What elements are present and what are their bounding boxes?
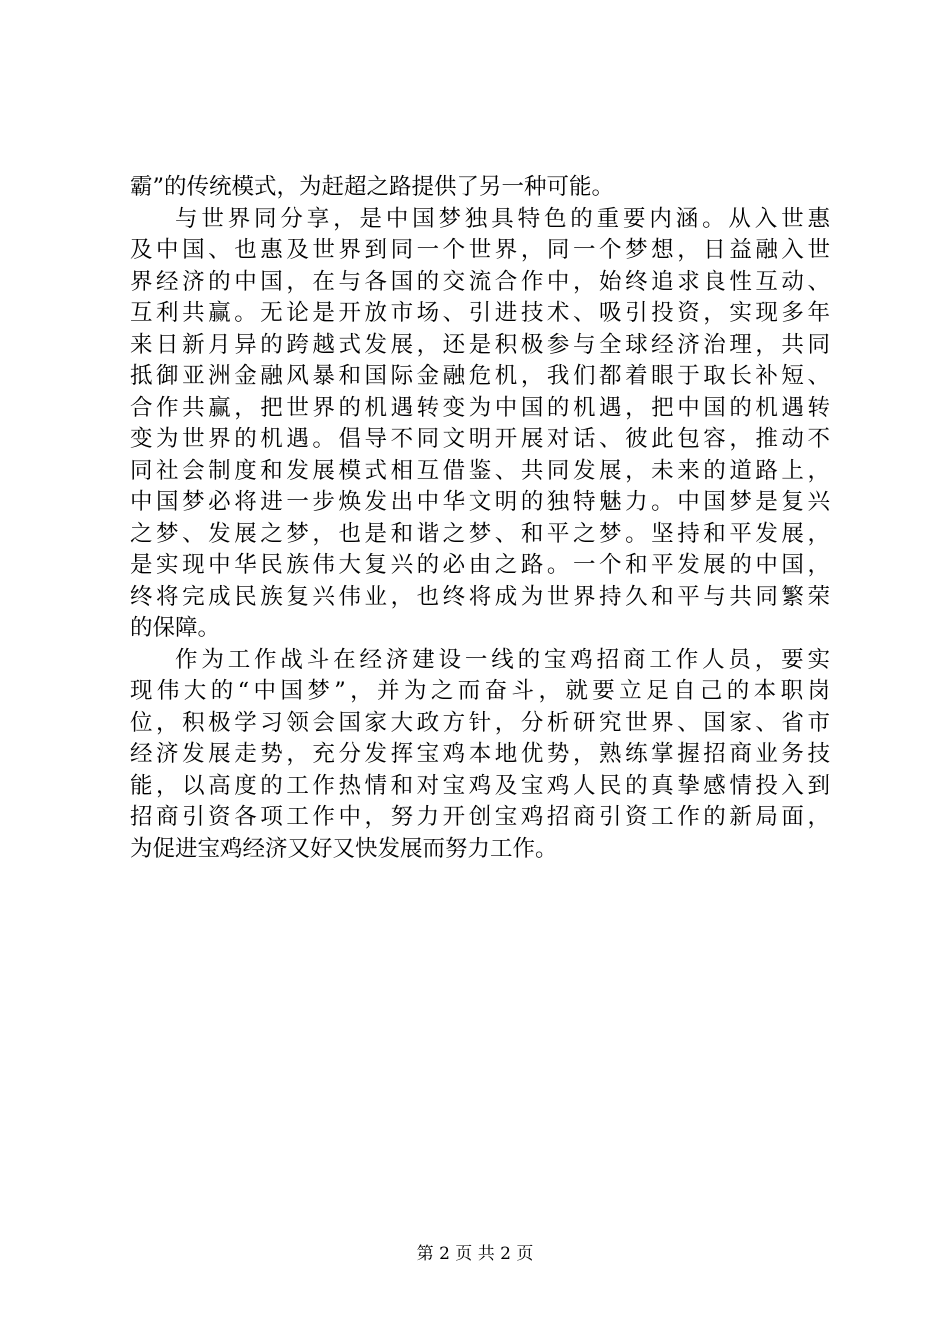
paragraph xyxy=(130,172,830,204)
paragraph-line: 霸”的传统模式，为赶超之路提供了另一种可能。 xyxy=(130,174,615,200)
paragraph-line: 变为世界的机遇。倡导不同文明开展对话、彼此包容，推动不 xyxy=(130,426,830,452)
paragraph-line: 来日新月异的跨越式发展，还是积极参与全球经济治理，共同 xyxy=(130,331,830,358)
paragraph-line: 为促进宝鸡经济又好又快发展而努力工作。 xyxy=(130,835,558,862)
paragraph-line: 之梦、发展之梦，也是和谐之梦、和平之梦。坚持和平发展， xyxy=(130,520,830,547)
paragraph-line: 作为工作战斗在经济建设一线的宝鸡招商工作人员，要实 xyxy=(175,646,830,673)
paragraph-line: 合作共赢，把世界的机遇转变为中国的机遇，把中国的机遇转 xyxy=(130,394,830,421)
paragraph-line: 的保障。 xyxy=(130,615,221,641)
paragraph xyxy=(130,645,830,866)
paragraph-line: 终将完成民族复兴伟业，也终将成为世界持久和平与共同繁荣 xyxy=(130,583,830,610)
paragraph-line: 位，积极学习领会国家大政方针，分析研究世界、国家、省市 xyxy=(130,709,830,736)
document-body xyxy=(130,172,830,865)
paragraph-line: 及中国、也惠及世界到同一个世界，同一个梦想，日益融入世 xyxy=(130,237,830,263)
paragraph-line: 同社会制度和发展模式相互借鉴、共同发展，未来的道路上， xyxy=(130,457,830,484)
paragraph-line: 现伟大的“中国梦”，并为之而奋斗，就要立足自己的本职岗 xyxy=(130,678,830,704)
paragraph-line: 经济发展走势，充分发挥宝鸡本地优势，熟练掌握招商业务技 xyxy=(130,741,830,767)
paragraph-line: 能，以高度的工作热情和对宝鸡及宝鸡人民的真挚感情投入到 xyxy=(130,772,830,799)
paragraph-line: 招商引资各项工作中，努力开创宝鸡招商引资工作的新局面， xyxy=(130,804,830,830)
paragraph-line: 抵御亚洲金融风暴和国际金融危机，我们都着眼于取长补短、 xyxy=(130,363,830,389)
paragraph-line: 中国梦必将进一步焕发出中华文明的独特魅力。中国梦是复兴 xyxy=(130,489,830,515)
paragraph xyxy=(130,204,830,645)
paragraph-line: 是实现中华民族伟大复兴的必由之路。一个和平发展的中国， xyxy=(130,552,830,578)
paragraph-line: 界经济的中国，在与各国的交流合作中，始终追求良性互动、 xyxy=(130,268,830,295)
page-footer: 第 2 页 共 2 页 xyxy=(416,1244,534,1264)
paragraph-line: 互利共赢。无论是开放市场、引进技术、吸引投资，实现多年 xyxy=(130,300,830,326)
paragraph-line: 与世界同分享，是中国梦独具特色的重要内涵。从入世惠 xyxy=(175,205,830,232)
